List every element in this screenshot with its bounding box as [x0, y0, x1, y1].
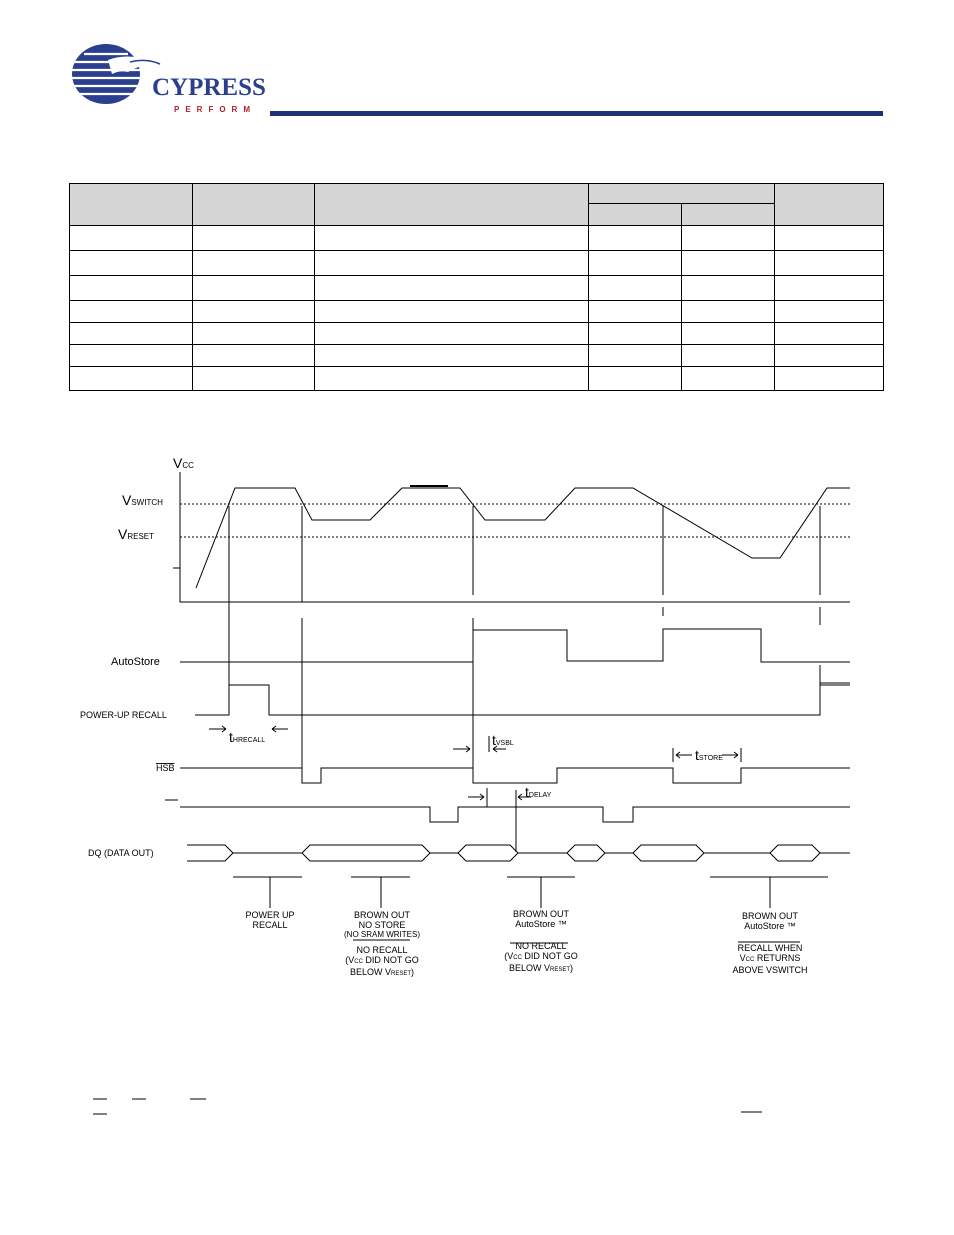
- table-row: [70, 251, 884, 276]
- hsb-label: HSB: [156, 763, 175, 773]
- table-row: [70, 345, 884, 367]
- t-store-label: tSTORE: [695, 747, 723, 763]
- autostore-label: AutoStore: [111, 656, 160, 668]
- annotation-brownout-autostore-1: BROWN OUT AutoStore ™ NO RECALL (VCC DID NOT GO BELOW VRESET): [504, 909, 578, 973]
- vcc-waveform: [196, 488, 850, 588]
- vcc-label: VCC: [173, 455, 194, 471]
- table-header-row: [70, 184, 884, 204]
- t-vsbl-label: tVSBL: [492, 732, 514, 748]
- table-row: [70, 367, 884, 391]
- dq-label: DQ (DATA OUT): [88, 848, 154, 858]
- table-row: [70, 276, 884, 301]
- annotation-brownout-nostore: BROWN OUT NO STORE (NO SRAM WRITES) NO RECALL (VCC DID NOT GO BELOW VRESET): [344, 910, 420, 977]
- overline-marks: [85, 1090, 785, 1120]
- dq-waveform: [187, 845, 850, 861]
- brand-name: CYPRESS: [152, 74, 266, 101]
- vswitch-label: VSWITCH: [122, 492, 163, 508]
- table-row: [70, 301, 884, 323]
- autostore-waveform: [180, 629, 850, 662]
- powerup-recall-waveform: [195, 685, 850, 715]
- powerup-recall-label: POWER-UP RECALL: [80, 710, 167, 720]
- annotation-powerup-recall: POWER UP RECALL: [245, 910, 295, 930]
- vreset-label: VRESET: [118, 526, 155, 542]
- t-hrecall-label: tHRECALL: [229, 729, 266, 745]
- header-rule: [270, 111, 883, 116]
- ctrl-waveform: [180, 807, 850, 822]
- cypress-logo: [68, 40, 266, 120]
- t-delay-label: tDELAY: [525, 784, 552, 800]
- spec-table: [69, 183, 884, 391]
- hsb-waveform: [180, 768, 850, 783]
- table-row: [70, 226, 884, 251]
- brand-tagline: PERFORM: [174, 105, 256, 114]
- globe-icon: [68, 40, 163, 115]
- annotation-brownout-autostore-2: BROWN OUT AutoStore ™ RECALL WHEN VCC RETURNS ABOVE VSWITCH: [732, 911, 808, 975]
- autostore-timing-diagram: [70, 450, 860, 990]
- table-row: [70, 323, 884, 345]
